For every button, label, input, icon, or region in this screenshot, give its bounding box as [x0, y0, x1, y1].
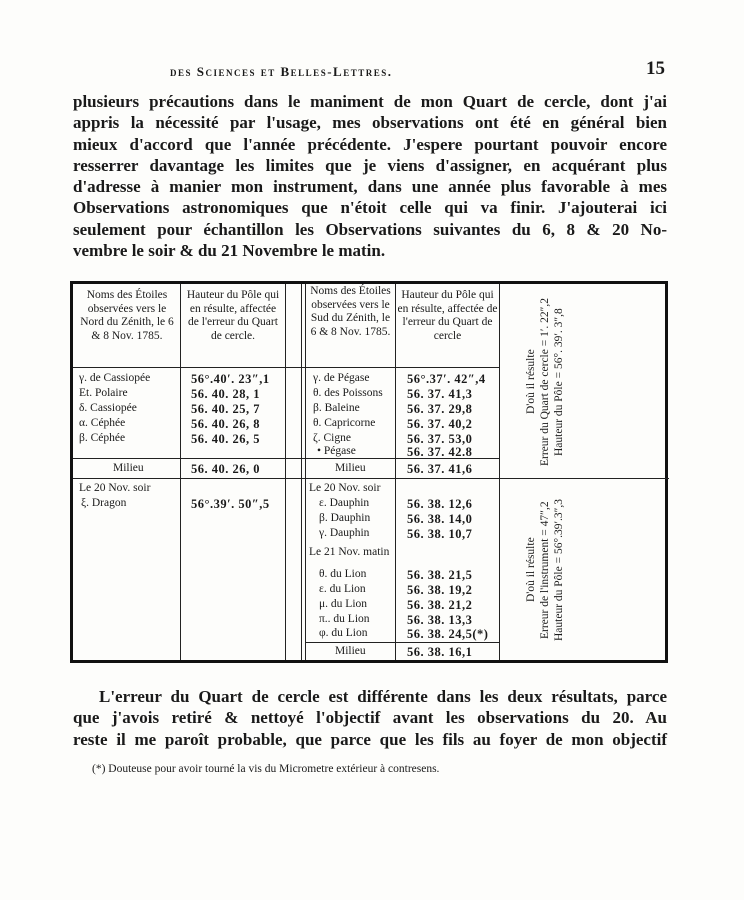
south-mean-height: 56. 37. 41,6	[407, 462, 473, 476]
header-south-names: Noms des Étoiles observées vers le Sud du Zénith, le 6 & 8 Nov. 1785.	[310, 285, 391, 338]
result-2-line1: Erreur de l'instrument = 47″,2	[539, 501, 551, 639]
north-height: 56. 40. 26, 8	[191, 417, 260, 431]
divider	[73, 367, 499, 368]
south-height: 56. 37. 41,3	[407, 387, 473, 401]
result-2-title: D'où il résulte	[525, 537, 537, 603]
result-2-line2: Hauteur du Pôle = 56°.39′.3″,3	[553, 499, 565, 641]
paragraph-2	[73, 686, 667, 750]
south2-date: Le 21 Nov. matin	[309, 546, 390, 558]
south-star: ζ. Cigne	[313, 432, 351, 444]
north-star: β. Céphée	[79, 432, 126, 444]
south-height: 56. 37. 42.8	[407, 445, 473, 459]
divider	[395, 284, 396, 660]
divider	[301, 284, 302, 660]
south-star: β. Baleine	[313, 402, 360, 414]
south2-height: 56. 38. 12,6	[407, 497, 473, 511]
south2-height: 56. 38. 21,2	[407, 598, 473, 612]
footnote: (*) Douteuse pour avoir tourné la vis du Micrometre extérieur à contresens.	[92, 763, 440, 775]
south-star: θ. Capricorne	[313, 417, 376, 429]
text-line: mieux d'accord que l'année précédente. J'espere pourtant pouvoir encore	[73, 134, 667, 154]
south2-star: φ. du Lion	[319, 627, 368, 639]
north-star: δ. Cassiopée	[79, 402, 137, 414]
north-star: Et. Polaire	[79, 387, 128, 399]
text-line: reste il me paroît probable, que parce que les fils au foyer de mon objectif	[73, 729, 667, 749]
text-line: appris la nécessité par l'usage, mes observations ont été en général bien	[73, 113, 667, 133]
text-line: plusieurs précautions dans le maniment de mon Quart de cercle, dont j'ai	[73, 92, 667, 111]
south2-star: π.. du Lion	[319, 613, 370, 625]
south-star: • Pégase	[317, 445, 356, 457]
south-mean-label: Milieu	[335, 462, 366, 474]
result-2	[520, 484, 566, 656]
result-1-title: D'où il résulte	[525, 349, 537, 415]
north-height: 56. 40. 28, 1	[191, 387, 260, 401]
south2-star: γ. Dauphin	[319, 527, 370, 539]
north-star: γ. de Cassiopée	[79, 372, 151, 384]
running-title: des Sciences et Belles-Lettres.	[170, 64, 393, 79]
divider	[73, 478, 499, 479]
south2-star: ε. Dauphin	[319, 497, 370, 509]
north2-height: 56°.39′. 50″,5	[191, 497, 270, 511]
south-height: 56. 37. 53,0	[407, 432, 473, 446]
header-south-heights: Hauteur du Pôle qui en résulte, affectée de l'erreur du Quart de cercle	[397, 289, 498, 342]
text-line: que j'avois retiré & nettoyé l'objectif avant les observations du 20. Au	[73, 708, 667, 728]
south2-mean-label: Milieu	[335, 645, 366, 657]
divider	[180, 284, 181, 660]
south2-height: 56. 38. 19,2	[407, 583, 473, 597]
text-line: seulement pour échantillon les Observations suivantes du 6, 8 & 20 No-	[73, 219, 667, 239]
north-mean-height: 56. 40. 26, 0	[191, 462, 260, 476]
south2-height: 56. 38. 10,7	[407, 527, 473, 541]
south2-height: 56. 38. 24,5(*)	[407, 627, 489, 641]
text-line: L'erreur du Quart de cercle est différente dans les deux résultats, parce	[99, 687, 667, 706]
north-height: 56°.40′. 23″,1	[191, 372, 270, 386]
south-height: 56. 37. 29,8	[407, 402, 473, 416]
header-north-heights: Hauteur du Pôle qui en résulte, affectée de l'erreur du Quart de cercle.	[186, 289, 280, 342]
result-1	[520, 292, 566, 472]
result-1-line2: Hauteur du Pôle = 56°. 39′. 3″,8	[553, 308, 565, 456]
south-star: θ. des Poissons	[313, 387, 383, 399]
south2-star: β. Dauphin	[319, 512, 371, 524]
north2-star: ξ. Dragon	[81, 497, 127, 509]
text-line: d'adresse à manier mon instrument, dans une année plus favorable à mes	[73, 177, 667, 197]
south2-star: θ. du Lion	[319, 568, 367, 580]
divider	[285, 284, 286, 660]
divider	[305, 284, 306, 660]
divider	[305, 642, 499, 643]
south2-height: 56. 38. 13,3	[407, 613, 473, 627]
north-height: 56. 40. 26, 5	[191, 432, 260, 446]
text-line: vembre le soir & du 21 Novembre le matin.	[73, 241, 386, 261]
observations-table	[70, 281, 668, 663]
text-line: resserrer davantage les limites que je viens d'assigner, en acquérant plus	[73, 155, 667, 175]
south2-star: ε. du Lion	[319, 583, 366, 595]
divider	[499, 284, 500, 660]
south-height: 56. 37. 40,2	[407, 417, 473, 431]
south2-mean-height: 56. 38. 16,1	[407, 645, 473, 659]
south2-date: Le 20 Nov. soir	[309, 482, 381, 494]
north-mean-label: Milieu	[113, 462, 144, 474]
paragraph-1	[73, 91, 667, 261]
north-star: α. Céphée	[79, 417, 126, 429]
south-star: γ. de Pégase	[313, 372, 370, 384]
page-number: 15	[646, 58, 665, 79]
south-height: 56°.37′. 42″,4	[407, 372, 486, 386]
result-1-line1: Erreur du Quart de cercle = 1′. 22″,2	[539, 298, 551, 467]
north2-date: Le 20 Nov. soir	[79, 482, 151, 494]
north-height: 56. 40. 25, 7	[191, 402, 260, 416]
south2-height: 56. 38. 21,5	[407, 568, 473, 582]
header-north-names: Noms des Étoiles observées vers le Nord du Zénith, le 6 & 8 Nov. 1785.	[80, 289, 174, 342]
south2-height: 56. 38. 14,0	[407, 512, 473, 526]
south2-star: μ. du Lion	[319, 598, 368, 610]
text-line: Observations astronomiques que n'étoit celle qui va finir. J'ajouterai ici	[73, 198, 667, 218]
divider	[499, 478, 669, 479]
